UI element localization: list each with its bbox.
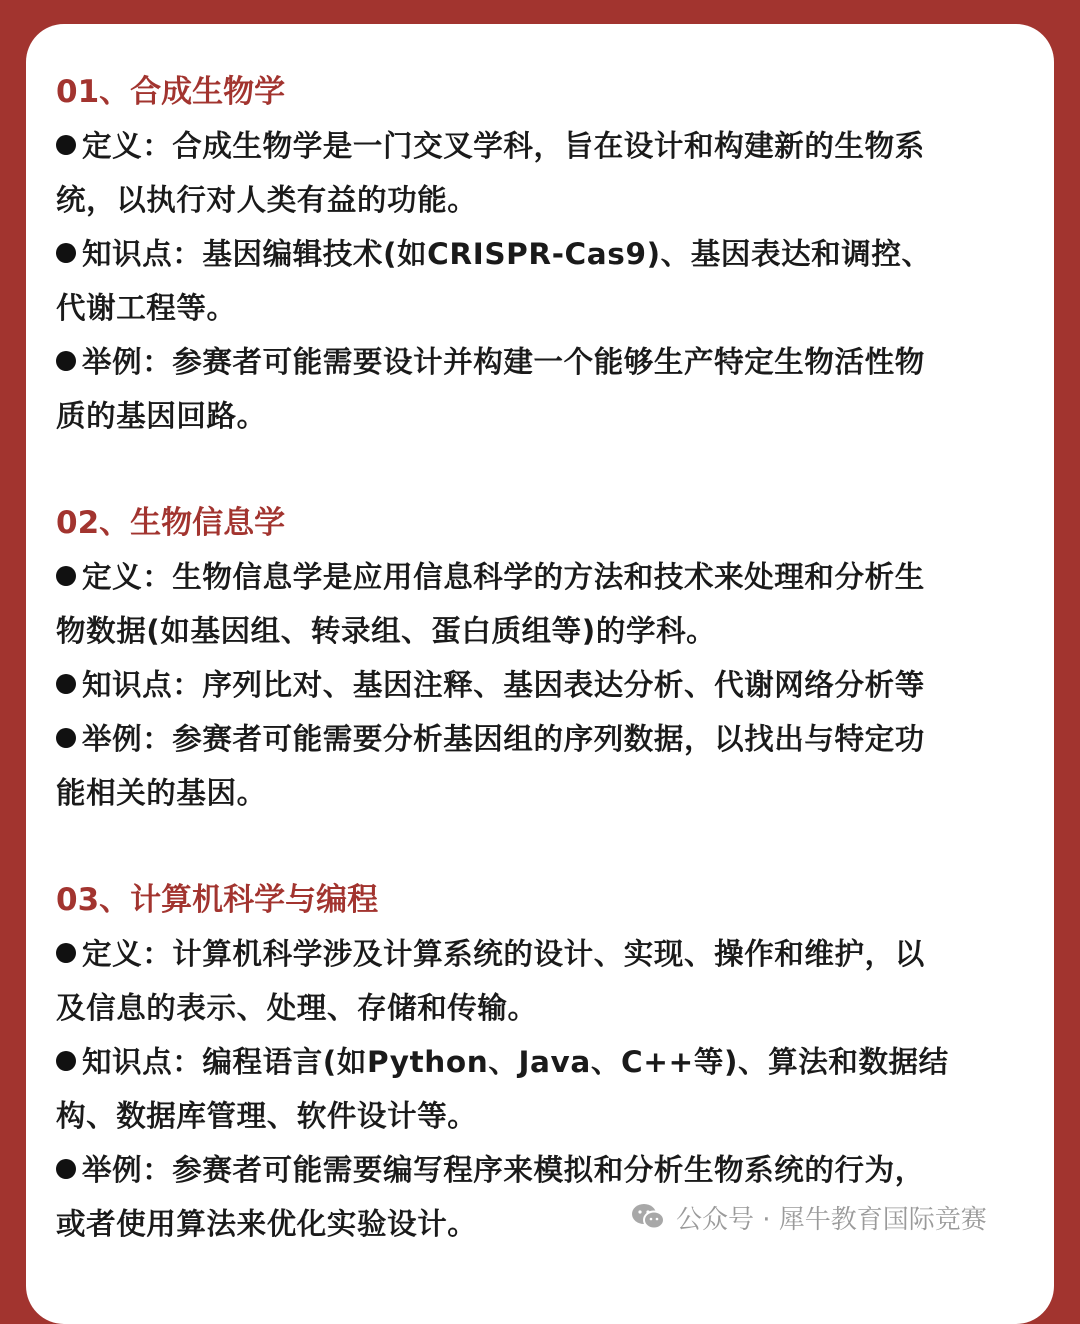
- content-card: [26, 24, 1054, 1324]
- definition-line-cont: 统，以执行对人类有益的功能。: [56, 183, 478, 217]
- watermark-text: 公众号 · 犀牛教育国际竞赛: [676, 1204, 987, 1235]
- definition-line: 定义：合成生物学是一门交叉学科，旨在设计和构建新的生物系: [56, 126, 925, 166]
- knowledge-line-cont: 构、数据库管理、软件设计等。: [56, 1099, 478, 1133]
- watermark: [630, 1200, 987, 1234]
- bullet-icon: [56, 135, 76, 155]
- definition-line: 定义：生物信息学是应用信息科学的方法和技术来处理和分析生: [56, 557, 925, 597]
- knowledge-line: 知识点：编程语言(如Python、Java、C++等)、算法和数据结: [56, 1042, 949, 1082]
- wechat-icon: [630, 1202, 666, 1232]
- bullet-icon: [56, 728, 76, 748]
- knowledge-line-cont: 代谢工程等。: [56, 291, 237, 325]
- definition-line-cont: 及信息的表示、处理、存储和传输。: [56, 991, 538, 1025]
- example-line: 举例：参赛者可能需要分析基因组的序列数据，以找出与特定功: [56, 719, 925, 759]
- example-line: 举例：参赛者可能需要编写程序来模拟和分析生物系统的行为，: [56, 1150, 925, 1190]
- definition-line: 定义：计算机科学涉及计算系统的设计、实现、操作和维护，以: [56, 934, 925, 974]
- bullet-icon: [56, 243, 76, 263]
- example-line-cont: 能相关的基因。: [56, 776, 267, 810]
- example-line: 举例：参赛者可能需要设计并构建一个能够生产特定生物活性物: [56, 342, 925, 382]
- knowledge-line: 知识点：序列比对、基因注释、基因表达分析、代谢网络分析等: [56, 665, 925, 705]
- definition-line-cont: 物数据(如基因组、转录组、蛋白质组等)的学科。: [56, 614, 717, 648]
- bullet-icon: [56, 674, 76, 694]
- bullet-icon: [56, 943, 76, 963]
- bullet-icon: [56, 1159, 76, 1179]
- bullet-icon: [56, 1051, 76, 1071]
- section-title: 03、计算机科学与编程: [56, 882, 379, 918]
- section-title: 02、生物信息学: [56, 505, 286, 541]
- bullet-icon: [56, 566, 76, 586]
- example-line-cont: 或者使用算法来优化实验设计。: [56, 1207, 478, 1241]
- knowledge-line: 知识点：基因编辑技术(如CRISPR-Cas9)、基因表达和调控、: [56, 234, 932, 274]
- section-title: 01、合成生物学: [56, 74, 286, 110]
- bullet-icon: [56, 351, 76, 371]
- example-line-cont: 质的基因回路。: [56, 399, 267, 433]
